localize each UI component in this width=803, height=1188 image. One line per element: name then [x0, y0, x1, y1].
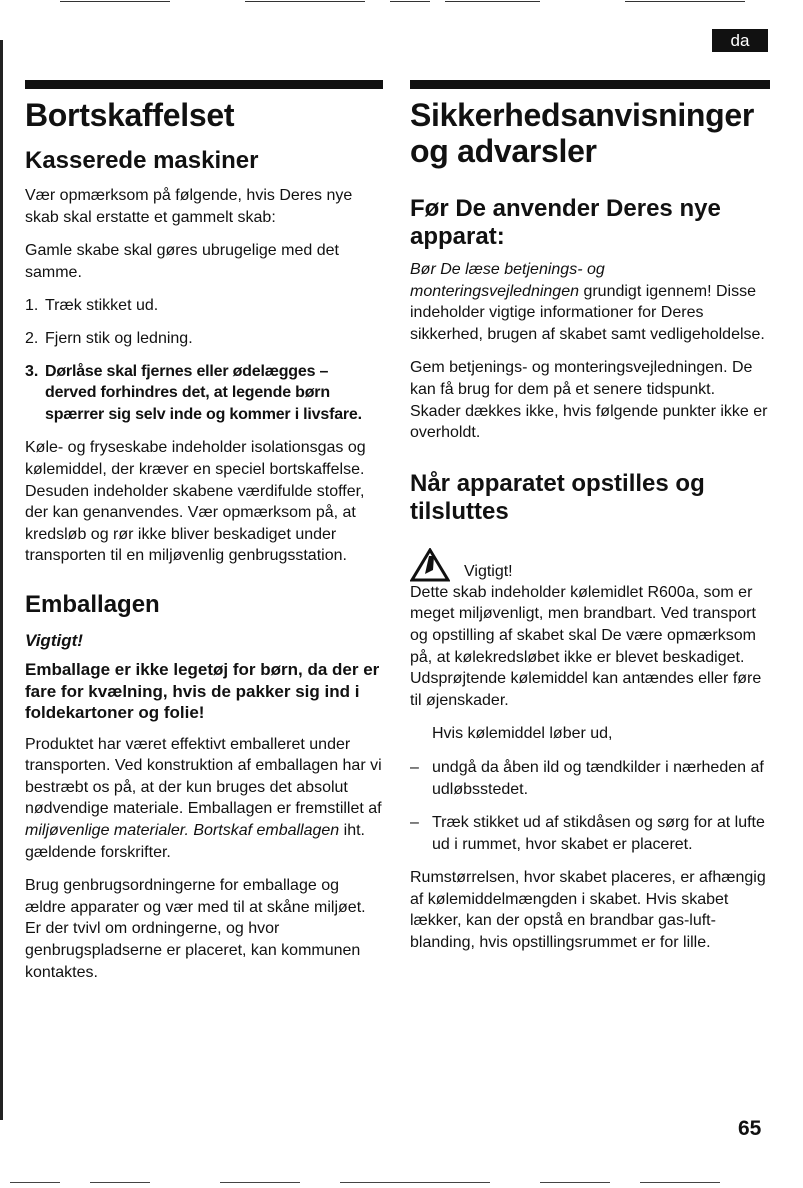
- disposal-step: 1. Træk stikket ud.: [25, 297, 159, 315]
- scrapped-intro: Vær opmærksom på følgende, hvis Deres nye skab skal erstatte et gammelt skab:: [25, 187, 353, 226]
- packaging-warning: Emballage er ikke legetøj for børn, da der er fare for kvælning, hvis de pakker sig ind i foldekartoner og folie!: [25, 659, 380, 723]
- recycling-para: Brug genbrugsordningerne for emballage og ældre apparater og vær med til at skåne miljøet. Er der tvivl om ordningerne, og hvor genbrugspladserne er placeret, kan kommunen kontaktes.: [25, 877, 366, 981]
- disposal-step-warning: 3. Dørlåse skal fjernes eller ødelægges – derved forhindres det, at legende børn spærrer sig selv inde og kommer i livsfare.: [25, 362, 362, 423]
- keep-manual-para: Gem betjenings- og monteringsvejledningen. De kan få brug for dem på et senere tidspunkt. Skader dækkes ikke, hvis følgende punkter ikke er overholdt.: [410, 359, 768, 442]
- left-column: [25, 80, 383, 983]
- right-column: [410, 80, 770, 954]
- scrapped-machines-heading: Kasserede maskiner: [25, 147, 259, 174]
- leak-intro: Hvis kølemiddel løber ud,: [432, 725, 613, 743]
- page-number: 65: [738, 1117, 762, 1140]
- scrapped-para: Gamle skabe skal gøres ubrugelige med det samme.: [25, 242, 339, 281]
- page-edge-line: [0, 40, 3, 1120]
- warning-row: [410, 548, 770, 582]
- section-rule: [25, 80, 383, 89]
- section-rule: [410, 80, 770, 89]
- leak-instructions: [410, 757, 770, 855]
- before-use-heading: Før De anvender Deres nye apparat:: [410, 195, 721, 250]
- warning-triangle-icon: [410, 548, 450, 582]
- safety-title: Sikkerhedsanvisninger og advarsler: [410, 97, 755, 169]
- language-badge: da: [712, 29, 768, 52]
- packaging-important-label: Vigtigt!: [25, 630, 83, 650]
- leak-instruction: – Træk stikket ud af stikdåsen og sørg for at lufte ud i rummet, hvor skabet er placeret.: [410, 814, 765, 853]
- refrigerant-disposal-para: Køle- og fryseskabe indeholder isolationsgas og kølemiddel, der kræver en speciel bortskaffelse. Desuden indeholder skabene værdifulde stoffer, der kan genanvendes. Vær opmærksom på, at kredsløb og rør ikke bliver beskadiget under transporten til en miljøvenlig genbrugsstation.: [25, 439, 366, 565]
- warning-label: Vigtigt!: [464, 562, 513, 580]
- room-size-para: Rumstørrelsen, hvor skabet placeres, er afhængig af kølemiddelmængden i skabet. Hvis skabet lækker, kan der opstå en brandbar gas-luft-blanding, hvis opstillingsrummet er for lille.: [410, 869, 766, 952]
- disposal-steps: [25, 295, 383, 425]
- scan-edge-top: [0, 0, 803, 4]
- disposal-title: Bortskaffelset: [25, 97, 235, 133]
- before-use-para: Bør De læse betjenings- og monteringsvejledningen grundigt igennem! Disse indeholder vigtige informationer for Deres sikkerhed, brugen af skabet samt vedligeholdelse.: [410, 261, 765, 343]
- leak-instruction: – undgå da åben ild og tændkilder i nærheden af udløbsstedet.: [410, 758, 764, 798]
- packaging-heading: Emballagen: [25, 590, 160, 618]
- packaging-para: Produktet har været effektivt emballeret under transporten. Ved konstruktion af emballagen har vi bestræbt os på, at der kun bruges det absolut nødvendige materiale. Emballagen er fremstillet af miljøvenlige materialer. Bortskaf emballagen iht. gældende forskrifter.: [25, 735, 382, 861]
- refrigerant-para: Dette skab indeholder kølemidlet R600a, som er meget miljøvenligt, men brandbart. Ved transport og opstilling af skabet skal De være opmærksom på, at kølekredsløbet ikke er blevet beskadiget. Udsprøjtende kølemiddel kan antændes eller føre til øjenskader.: [410, 583, 762, 709]
- disposal-step: 2. Fjern stik og ledning.: [25, 329, 193, 347]
- scan-edge-bottom: [0, 1182, 803, 1184]
- installation-heading: Når apparatet opstilles og tilsluttes: [410, 469, 705, 525]
